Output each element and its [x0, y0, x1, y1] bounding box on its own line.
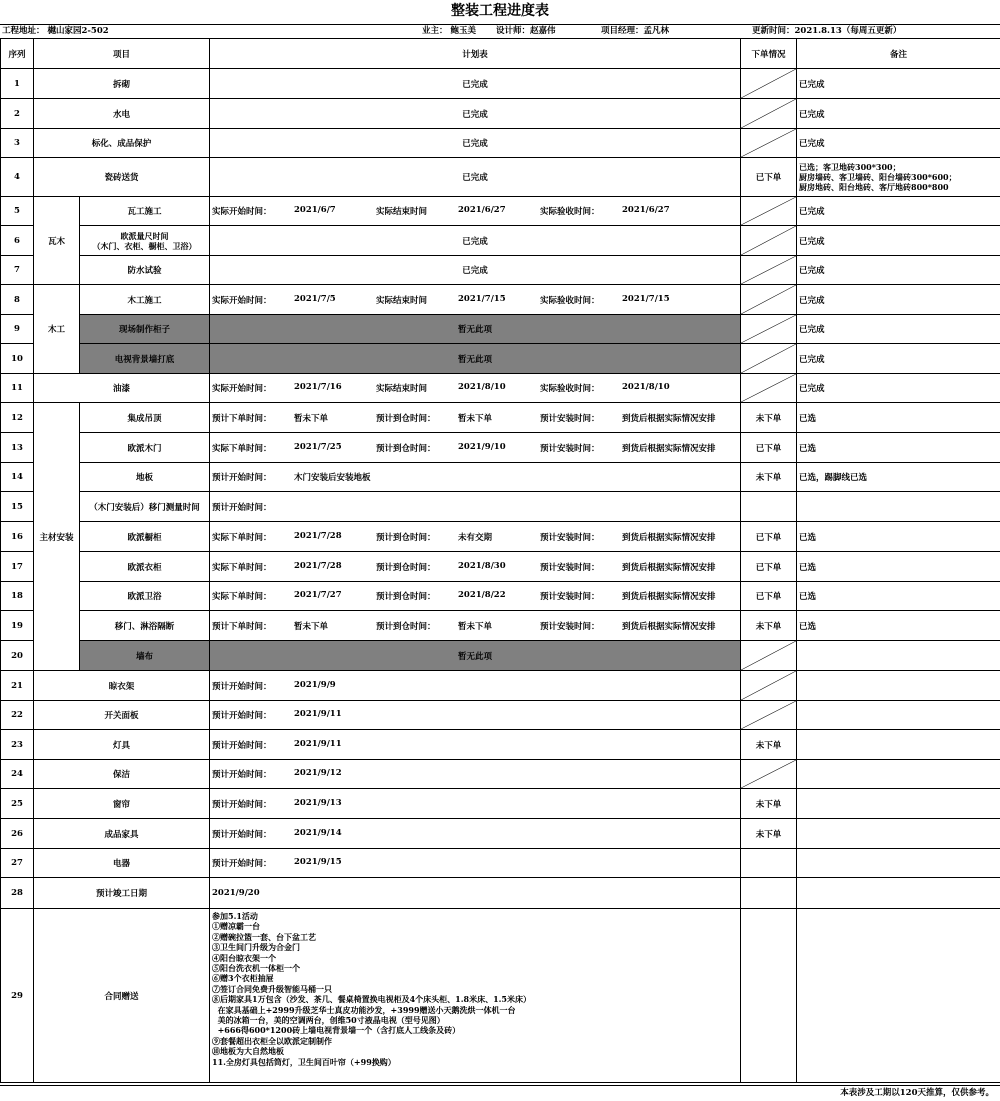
row-plan: 已完成	[210, 158, 741, 197]
row-item: 移门、淋浴隔断	[80, 611, 210, 641]
table-row	[1, 463, 1000, 492]
row-plan	[210, 701, 741, 730]
row-number: 6	[1, 226, 34, 256]
note-line: 已选；客卫地砖300*300；	[799, 162, 998, 172]
plan-key-3: 预计安装时间：	[540, 561, 622, 573]
row-note: 已完成	[797, 315, 1000, 344]
header-plan: 计划表	[210, 39, 741, 69]
row-item: 预计竣工日期	[34, 878, 210, 909]
plan-key-3: 预计安装时间：	[540, 412, 622, 424]
order-empty-diagonal	[741, 315, 797, 344]
row-number: 24	[1, 760, 34, 789]
gift-line: 美的冰箱一台，美的空调两台，创维50寸液晶电视（型号见图）	[212, 1015, 738, 1025]
row-item: 墙布	[80, 641, 210, 671]
plan-value-1: 暂未下单	[294, 412, 376, 424]
header-item: 项目	[34, 39, 210, 69]
row-plan	[210, 611, 741, 641]
table-row	[1, 582, 1000, 611]
row-note	[797, 878, 1000, 909]
header-order: 下单情况	[741, 39, 797, 69]
plan-key-2: 预计到仓时间：	[376, 531, 458, 543]
plan-key-1: 预计下单时间：	[212, 620, 294, 632]
row-number: 21	[1, 671, 34, 701]
row-note	[797, 492, 1000, 522]
plan-value-3: 到货后根据实际情况安排	[622, 590, 740, 602]
gift-list	[210, 909, 741, 1083]
group-mugong: 木工	[34, 285, 80, 374]
table-row	[1, 611, 1000, 641]
order-empty-diagonal	[741, 256, 797, 285]
row-note: 已选	[797, 582, 1000, 611]
gift-line: ①赠凉霸一台	[212, 921, 738, 931]
update-time: 更新时间：2021.8.13（每周五更新）	[752, 24, 901, 38]
row-note: 已选	[797, 611, 1000, 641]
row-item	[80, 226, 210, 256]
row-plan: 暂无此项	[210, 315, 741, 344]
table-row	[1, 433, 1000, 463]
header-row	[1, 39, 1000, 69]
row-plan	[210, 582, 741, 611]
row-note: 已完成	[797, 99, 1000, 129]
row-note	[797, 819, 1000, 849]
plan-key-3: 预计安装时间：	[540, 531, 622, 543]
row-note	[797, 671, 1000, 701]
row-note: 已完成	[797, 374, 1000, 403]
order-empty-diagonal	[741, 99, 797, 129]
footer-note	[0, 1085, 1000, 1101]
plan-value-1: 2021/7/27	[294, 590, 376, 602]
row-order	[741, 849, 797, 878]
row-plan	[210, 849, 741, 878]
plan-value-2: 暂未下单	[458, 620, 540, 632]
row-plan: 已完成	[210, 256, 741, 285]
row-plan	[210, 433, 741, 463]
row-order: 已下单	[741, 552, 797, 582]
table-row	[1, 374, 1000, 403]
owner-name: 业主： 鲍玉美	[422, 24, 476, 38]
row-note: 已完成	[797, 69, 1000, 99]
designer-name: 设计师：赵嘉伟	[496, 24, 556, 38]
plan-key-1: 预计开始时间：	[212, 501, 294, 513]
plan-value-2: 2021/9/10	[458, 442, 540, 454]
row-order	[741, 878, 797, 909]
row-item: 欧派木门	[80, 433, 210, 463]
gift-line: +666得600*1200砖上墙电视背景墙一个（含打底人工线条及砖）	[212, 1025, 738, 1035]
row-number: 15	[1, 492, 34, 522]
plan-key-2: 预计到仓时间：	[376, 412, 458, 424]
row-item: 拆砌	[34, 69, 210, 99]
row-number: 12	[1, 403, 34, 433]
plan-key-1: 预计开始时间：	[212, 857, 294, 869]
order-empty-diagonal	[741, 641, 797, 671]
table-row	[1, 760, 1000, 789]
row-order: 已下单	[741, 158, 797, 197]
plan-value-2: 2021/8/22	[458, 590, 540, 602]
plan-key-1: 预计下单时间：	[212, 412, 294, 424]
row-note: 已选	[797, 552, 1000, 582]
item-line: （木门、衣柜、橱柜、卫浴）	[82, 241, 207, 251]
row-item: 开关面板	[34, 701, 210, 730]
row-note: 已完成	[797, 129, 1000, 158]
plan-value-1: 2021/9/13	[294, 798, 376, 810]
plan-key-3: 实际验收时间：	[540, 294, 622, 306]
plan-key-3: 预计安装时间：	[540, 442, 622, 454]
row-order: 已下单	[741, 582, 797, 611]
header-note: 备注	[797, 39, 1000, 69]
plan-value-1: 2021/7/16	[294, 382, 376, 394]
plan-key-1: 实际下单时间：	[212, 590, 294, 602]
plan-value-3: 到货后根据实际情况安排	[622, 620, 740, 632]
order-empty-diagonal	[741, 374, 797, 403]
plan-key-1: 预计开始时间：	[212, 798, 294, 810]
row-item: 地板	[80, 463, 210, 492]
row-plan: 已完成	[210, 99, 741, 129]
row-order: 未下单	[741, 611, 797, 641]
row-item: 电视背景墙打底	[80, 344, 210, 374]
plan-key-1: 预计开始时间：	[212, 709, 294, 721]
plan-value-1: 木门安装后安装地板	[294, 471, 371, 483]
plan-value-1: 2021/7/28	[294, 561, 376, 573]
row-number: 11	[1, 374, 34, 403]
plan-key-1: 实际下单时间：	[212, 442, 294, 454]
order-empty-diagonal	[741, 285, 797, 315]
row-item: 电器	[34, 849, 210, 878]
gift-line: ③卫生间门升级为合金门	[212, 942, 738, 952]
row-number: 29	[1, 909, 34, 1083]
row-plan	[210, 671, 741, 701]
table-row	[1, 403, 1000, 433]
plan-key-2: 实际结束时间	[376, 205, 458, 217]
plan-key-2: 实际结束时间	[376, 294, 458, 306]
row-item: 保洁	[34, 760, 210, 789]
table-row	[1, 492, 1000, 522]
plan-value-3: 2021/7/15	[622, 294, 740, 306]
row-item: 木工施工	[80, 285, 210, 315]
plan-key-3: 预计安装时间：	[540, 590, 622, 602]
plan-key-1: 预计开始时间：	[212, 768, 294, 780]
plan-value-1: 2021/9/12	[294, 768, 376, 780]
row-number: 23	[1, 730, 34, 760]
progress-table	[0, 38, 1000, 1083]
row-plan	[210, 374, 741, 403]
plan-value-3: 到货后根据实际情况安排	[622, 442, 740, 454]
plan-value-2: 未有交期	[458, 531, 540, 543]
table-row	[1, 909, 1000, 1083]
row-note	[797, 909, 1000, 1083]
row-item: 防水试验	[80, 256, 210, 285]
row-number: 13	[1, 433, 34, 463]
row-number: 5	[1, 197, 34, 226]
gift-line: ⑦签订合同免费升级智能马桶一只	[212, 984, 738, 994]
plan-key-1: 预计开始时间：	[212, 680, 294, 692]
plan-value-1: 2021/9/11	[294, 739, 376, 751]
footer-text: 本表涉及工期以120天推算，仅供参考。	[840, 1088, 1000, 1098]
row-plan: 已完成	[210, 69, 741, 99]
plan-value-1: 2021/9/14	[294, 828, 376, 840]
gift-line: 11.全房灯具包括筒灯，卫生间百叶帘（+99换购）	[212, 1057, 738, 1067]
table-row	[1, 315, 1000, 344]
row-order: 未下单	[741, 403, 797, 433]
table-row	[1, 789, 1000, 819]
row-order: 已下单	[741, 522, 797, 552]
table-row	[1, 701, 1000, 730]
row-order: 未下单	[741, 789, 797, 819]
plan-value-2: 暂未下单	[458, 412, 540, 424]
row-number: 8	[1, 285, 34, 315]
table-row	[1, 99, 1000, 129]
note-line: 厨房墙砖、客卫墙砖、阳台墙砖300*600；	[799, 172, 998, 182]
plan-value-2: 2021/7/15	[458, 294, 540, 306]
row-order: 未下单	[741, 463, 797, 492]
plan-key-2: 实际结束时间	[376, 382, 458, 394]
row-number: 10	[1, 344, 34, 374]
row-plan: 暂无此项	[210, 641, 741, 671]
row-number: 1	[1, 69, 34, 99]
row-item: 灯具	[34, 730, 210, 760]
row-plan: 已完成	[210, 226, 741, 256]
row-note	[797, 849, 1000, 878]
row-item: 油漆	[34, 374, 210, 403]
row-number: 3	[1, 129, 34, 158]
sheet-title: 整装工程进度表	[0, 0, 1000, 25]
row-plan	[210, 522, 741, 552]
row-note: 已选	[797, 403, 1000, 433]
plan-value-3: 2021/6/27	[622, 205, 740, 217]
row-number: 7	[1, 256, 34, 285]
plan-value-1: 2021/7/28	[294, 531, 376, 543]
order-empty-diagonal	[741, 344, 797, 374]
table-row	[1, 819, 1000, 849]
plan-value-1: 2021/7/25	[294, 442, 376, 454]
note-line: 厨房地砖、阳台地砖、客厅地砖800*800	[799, 182, 998, 192]
row-plan	[210, 285, 741, 315]
row-plan	[210, 492, 741, 522]
plan-key-1: 实际下单时间：	[212, 531, 294, 543]
row-item: 欧派衣柜	[80, 552, 210, 582]
row-item: （木门安装后）移门测量时间	[80, 492, 210, 522]
plan-key-2: 预计到仓时间：	[376, 442, 458, 454]
order-empty-diagonal	[741, 197, 797, 226]
plan-key-1: 预计开始时间：	[212, 471, 294, 483]
header-seq: 序列	[1, 39, 34, 69]
row-item: 瓦工施工	[80, 197, 210, 226]
row-note	[797, 701, 1000, 730]
row-item: 欧派卫浴	[80, 582, 210, 611]
row-item: 瓷砖送货	[34, 158, 210, 197]
gift-line: 在家具基础上+2999升级芝华士真皮功能沙发，+3999赠送小天鹅洗烘一体机一台	[212, 1005, 738, 1015]
gift-line: 参加5.1活动	[212, 911, 738, 921]
row-order	[741, 909, 797, 1083]
project-address: 工程地址： 樾山家园2-502	[2, 24, 109, 38]
plan-value-1: 2021/9/9	[294, 680, 376, 692]
table-row	[1, 522, 1000, 552]
table-row	[1, 256, 1000, 285]
plan-value-2: 2021/8/30	[458, 561, 540, 573]
plan-key-3: 实际验收时间：	[540, 382, 622, 394]
order-empty-diagonal	[741, 760, 797, 789]
row-order: 已下单	[741, 433, 797, 463]
row-item: 晾衣架	[34, 671, 210, 701]
row-number: 4	[1, 158, 34, 197]
plan-value-2: 2021/8/10	[458, 382, 540, 394]
row-note: 已选	[797, 522, 1000, 552]
table-row	[1, 129, 1000, 158]
row-note	[797, 789, 1000, 819]
row-note: 已选，踢脚线已选	[797, 463, 1000, 492]
plan-key-1: 实际开始时间：	[212, 205, 294, 217]
order-empty-diagonal	[741, 129, 797, 158]
row-item: 窗帘	[34, 789, 210, 819]
plan-value-3: 到货后根据实际情况安排	[622, 531, 740, 543]
row-plan: 暂无此项	[210, 344, 741, 374]
item-line: 欧派量尺时间	[82, 231, 207, 241]
row-item: 合同赠送	[34, 909, 210, 1083]
row-plan: 已完成	[210, 129, 741, 158]
row-number: 2	[1, 99, 34, 129]
row-plan: 2021/9/20	[210, 878, 741, 909]
row-number: 19	[1, 611, 34, 641]
row-item: 成品家具	[34, 819, 210, 849]
row-number: 18	[1, 582, 34, 611]
plan-key-1: 实际下单时间：	[212, 561, 294, 573]
table-row	[1, 552, 1000, 582]
plan-value-1: 2021/9/15	[294, 857, 376, 869]
row-number: 22	[1, 701, 34, 730]
table-row	[1, 69, 1000, 99]
row-item: 现场制作柜子	[80, 315, 210, 344]
row-order: 未下单	[741, 819, 797, 849]
row-note: 已完成	[797, 197, 1000, 226]
plan-key-2: 预计到仓时间：	[376, 620, 458, 632]
row-note	[797, 641, 1000, 671]
plan-value-1: 2021/6/7	[294, 205, 376, 217]
plan-value-1: 2021/9/11	[294, 709, 376, 721]
plan-key-1: 预计开始时间：	[212, 828, 294, 840]
table-row	[1, 285, 1000, 315]
row-item: 集成吊顶	[80, 403, 210, 433]
plan-value-3: 到货后根据实际情况安排	[622, 561, 740, 573]
row-plan	[210, 789, 741, 819]
row-note: 已完成	[797, 226, 1000, 256]
row-note	[797, 730, 1000, 760]
row-number: 14	[1, 463, 34, 492]
row-note: 已完成	[797, 285, 1000, 315]
group-zhucai: 主材安装	[34, 403, 80, 671]
row-plan	[210, 819, 741, 849]
table-row	[1, 878, 1000, 909]
gift-line: ⑤阳台洗衣机一体柜一个	[212, 963, 738, 973]
table-row	[1, 344, 1000, 374]
plan-value-1: 暂未下单	[294, 620, 376, 632]
plan-key-1: 实际开始时间：	[212, 382, 294, 394]
order-empty-diagonal	[741, 671, 797, 701]
order-empty-diagonal	[741, 69, 797, 99]
row-plan	[210, 463, 741, 492]
table-row	[1, 641, 1000, 671]
row-note	[797, 760, 1000, 789]
row-order: 未下单	[741, 730, 797, 760]
row-item: 水电	[34, 99, 210, 129]
plan-value-3: 到货后根据实际情况安排	[622, 412, 740, 424]
table-row	[1, 226, 1000, 256]
project-manager: 项目经理：孟凡林	[601, 24, 669, 38]
row-number: 28	[1, 878, 34, 909]
row-number: 17	[1, 552, 34, 582]
row-number: 25	[1, 789, 34, 819]
row-number: 9	[1, 315, 34, 344]
plan-key-1: 实际开始时间：	[212, 294, 294, 306]
plan-key-2: 预计到仓时间：	[376, 590, 458, 602]
row-note	[797, 158, 1000, 197]
plan-key-1: 预计开始时间：	[212, 739, 294, 751]
row-item: 欧派橱柜	[80, 522, 210, 552]
row-number: 27	[1, 849, 34, 878]
row-note: 已完成	[797, 256, 1000, 285]
row-plan	[210, 760, 741, 789]
row-plan	[210, 403, 741, 433]
plan-value-1: 2021/7/5	[294, 294, 376, 306]
row-note: 已选	[797, 433, 1000, 463]
plan-value-3: 2021/8/10	[622, 382, 740, 394]
gift-line: ⑨套餐超出衣柜全以欧派定制制作	[212, 1036, 738, 1046]
row-order	[741, 492, 797, 522]
table-row	[1, 730, 1000, 760]
gift-line: ⑥赠3个衣柜抽屉	[212, 973, 738, 983]
table-row	[1, 197, 1000, 226]
plan-key-3: 实际验收时间：	[540, 205, 622, 217]
row-item: 标化、成品保护	[34, 129, 210, 158]
plan-value-2: 2021/6/27	[458, 205, 540, 217]
row-plan	[210, 730, 741, 760]
row-number: 16	[1, 522, 34, 552]
table-row	[1, 158, 1000, 197]
gift-line: ⑧后期家具1万包含（沙发、茶几、餐桌椅置换电视柜及4个床头柜、1.8米床、1.5米床）	[212, 994, 738, 1004]
plan-key-2: 预计到仓时间：	[376, 561, 458, 573]
row-plan	[210, 197, 741, 226]
plan-key-3: 预计安装时间：	[540, 620, 622, 632]
order-empty-diagonal	[741, 701, 797, 730]
group-wamu: 瓦木	[34, 197, 80, 285]
row-plan	[210, 552, 741, 582]
gift-line: ④阳台晾衣架一个	[212, 953, 738, 963]
table-row	[1, 849, 1000, 878]
gift-line: ②赠碗拉篮一套、台下盆工艺	[212, 932, 738, 942]
row-number: 20	[1, 641, 34, 671]
order-empty-diagonal	[741, 226, 797, 256]
row-number: 26	[1, 819, 34, 849]
row-note: 已完成	[797, 344, 1000, 374]
gift-line: ⑩地板为大自然地板	[212, 1046, 738, 1056]
table-row	[1, 671, 1000, 701]
